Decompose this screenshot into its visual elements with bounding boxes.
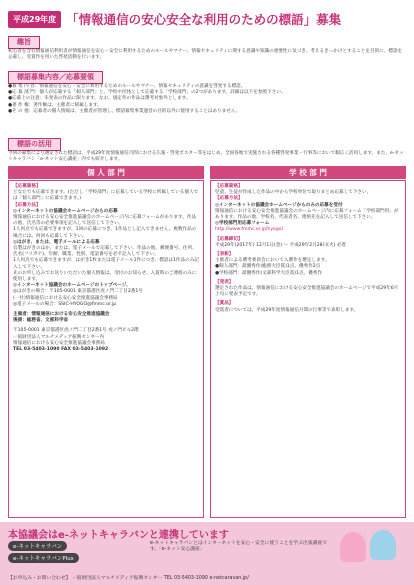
school-line: 【発表】 (215, 279, 234, 285)
individual-header: 個 人 部 門 (8, 166, 204, 179)
school-line: ◎学校部門用応募フォーム (215, 221, 270, 227)
page-title: 「情報通信の安心安全な利用のための標語」募集 (66, 12, 342, 27)
individual-line: ◎インターネットの協議会ホームページからの応募 (13, 208, 118, 214)
school-line: 【応募方法】 (215, 196, 243, 202)
guideline-item: ●募 集 内 容：情報通信を安心・安全に利用するためのルールやマナー、情報セキュリティの意識を啓発する標語。 (8, 84, 246, 89)
purpose-tab: 趣旨 (8, 36, 40, 49)
school-header: 学 校 部 門 (210, 166, 406, 179)
individual-line: 1人何点でも応募できますが、1回の応募につき、1作品とし記入できません。複数作品の場合には、何回も応募して下さい。 (13, 227, 197, 239)
school-line: 【応募締切】 (215, 236, 243, 242)
school-line: ◎インターネットの協議会ホームページからのみの応募を受付 (215, 202, 343, 208)
school-line: 児童、生徒が作成した作品の中から学校単位で取りまとめ応募して下さい。 (215, 190, 372, 196)
contact-line: TEL 03-5403-1090 FAX 03-5403-1092 (13, 347, 109, 353)
school-line: 【賞品】 (215, 301, 234, 307)
school-url[interactable]: http://www.fmmc.or.jp/hyogo/ (215, 227, 284, 233)
individual-line: ◎はがきの場合：〒105-0001 東京都港区虎ノ門二丁目2番1号 (13, 289, 143, 295)
footer-description: e-ネットキャラバンとはインターネットを安心・安全に使うことを学ぶ出張講座です。「e-ネット安心講座」 (150, 541, 327, 553)
character-illustration (370, 530, 396, 560)
year-badge: 平成29年度 (8, 11, 61, 28)
character-illustration (340, 532, 366, 562)
contact-line: 一般財団法人マルチメディア振興センター内 (13, 334, 105, 340)
guideline-item: ●応 募 部 門：個人が応募する「個人部門」と、学校や団体として応募する「学校部門」の2つがあります。詳細は以下を参照下さい。 (8, 90, 286, 96)
footer-contact: 【お申込み・お問い合わせ】 一般財団法人マルチメディア振興センター TEL 03-5403-1090 e-netcaravan.jp/ (8, 576, 249, 581)
footer-title: 本協議会はe-ネットキャラバンと連携しています (8, 530, 229, 541)
school-line: ●個人部門：最優秀作(総務大臣賞)1点、優秀作2点 (215, 264, 321, 270)
guidelines-list (8, 84, 406, 115)
individual-line: ◎はがき、または、電子メールによる応募 (13, 239, 100, 245)
school-line: 受賞者については、平成29年度情報通信月間の行事等で表彰します。 (215, 307, 359, 313)
individual-line: どなたでも応募できます。(ただし「学校部門」に応募している学校に所属している個人では「個人部門」に応募できます。) (13, 190, 199, 202)
school-line: 【応募資格】 (215, 184, 243, 189)
guideline-item: ●そ の 他：応募者の個人情報は、主催者が管理し、標語募集事業運営の目的以外に使用することはありません。 (8, 108, 241, 114)
contact-line: 〒105-0001 東京都港区虎ノ門二丁目2番1号 虎ノ門ビル2階 (13, 328, 139, 334)
individual-line: (一社)情報通信における安心安全推進協議会事務局 (13, 295, 118, 301)
individual-line: 官製はがきのほか、または、電子メールで応募して下さい。作品の他、郵便番号、住所、氏名(フリガナ)、年齢、職業、性別、電話番号を必ず記入して下さい。 (13, 246, 197, 258)
school-line: 選定された作品は、情報通信における安心安全推進協議会のホームページで平成29年6月上旬に発表予定です。 (215, 286, 399, 298)
school-line: 主催者による選考委員会において入選作を選定します。 (215, 258, 330, 264)
supporter: 後援：総務省、文部科学省 (13, 318, 69, 324)
individual-line: 情報通信における安心安全推進協議会のホームページ内に応募フォームがあります。作品の他、氏名等の必要事項を記入して送信して下さい。 (13, 215, 197, 227)
caravan-logo: e-ネットキャラバン (8, 541, 67, 551)
eligibility-title: 【応募資格】 (13, 184, 41, 189)
contact-line: 情報通信における安心安全推進協議会事務局 (13, 340, 105, 346)
individual-line: 先のお申し込みでお送りいただいた個人情報は、受付のお知らせ、入賞時のご連絡のみに使用します。 (13, 270, 197, 283)
caravan-plus-logo: e-ネットキャラバンPlus (8, 553, 79, 563)
individual-line: ◎インターネット協議会のホームページのトップページ、 (13, 283, 131, 289)
purpose-text: 初心者を含む情報通信利用者が情報通信を安心・安全に利用するためのルールやマナー、情報セキュリティに関する意識や知識の重要性に気づき、考えるきっかけとすることを目的に、標語を公募し、受賞作を用いた啓発活動を行います。 (8, 49, 403, 61)
page-header (8, 6, 406, 32)
school-box (210, 180, 406, 518)
individual-box (8, 180, 204, 518)
individual-line: 1人何点でも応募できますが、はがき1枚または電子メール1件につき、標語は1作品のみ記入して下さい。 (13, 258, 199, 270)
guideline-item: ●応募上の注意：未発表の作品に限ります。なお、規定外の作品は選考対象外とします。 (8, 96, 191, 102)
guideline-item: ●著 作 権：著作権は、主催者に帰属します。 (8, 102, 102, 108)
usage-tab: 標語の活用 (8, 138, 61, 151)
usage-text: 今回の募集により選定された標語は、平成29年度情報通信月間における広報・啓発ポスター等をはじめ、全国各地で実施される各種啓発事業・行事等において幅広く活用します。また、e-ネットキャラバン「e-ネット安心講座」内でも紹介します。 (8, 151, 404, 163)
individual-line: ◎電子メールの場合：SSIC-HYOGO@fmmc.or.jp (13, 301, 117, 307)
school-line: ●学校部門：最優秀作(文部科学大臣賞)1点、優秀作 (215, 270, 322, 276)
guidelines-tab: 標語募集内容／応募要領 (8, 71, 103, 84)
organizer: 主催者：情報通信における安心安全推進協議会 (13, 312, 110, 318)
school-line: 平成29年(2017年) 12月1日(金) ～ 平成29年2月28日(火) 必着 (215, 242, 347, 248)
individual-line: 【応募方法】 (13, 202, 41, 208)
school-line: 【表彰】 (215, 252, 234, 258)
school-line: 情報通信における安心安全推進協議会のホームページ内に応募フォーム「学校部門用」があります。作品の他、学校名、代表者名、連絡先を記入して送信して下さい。 (215, 208, 399, 221)
